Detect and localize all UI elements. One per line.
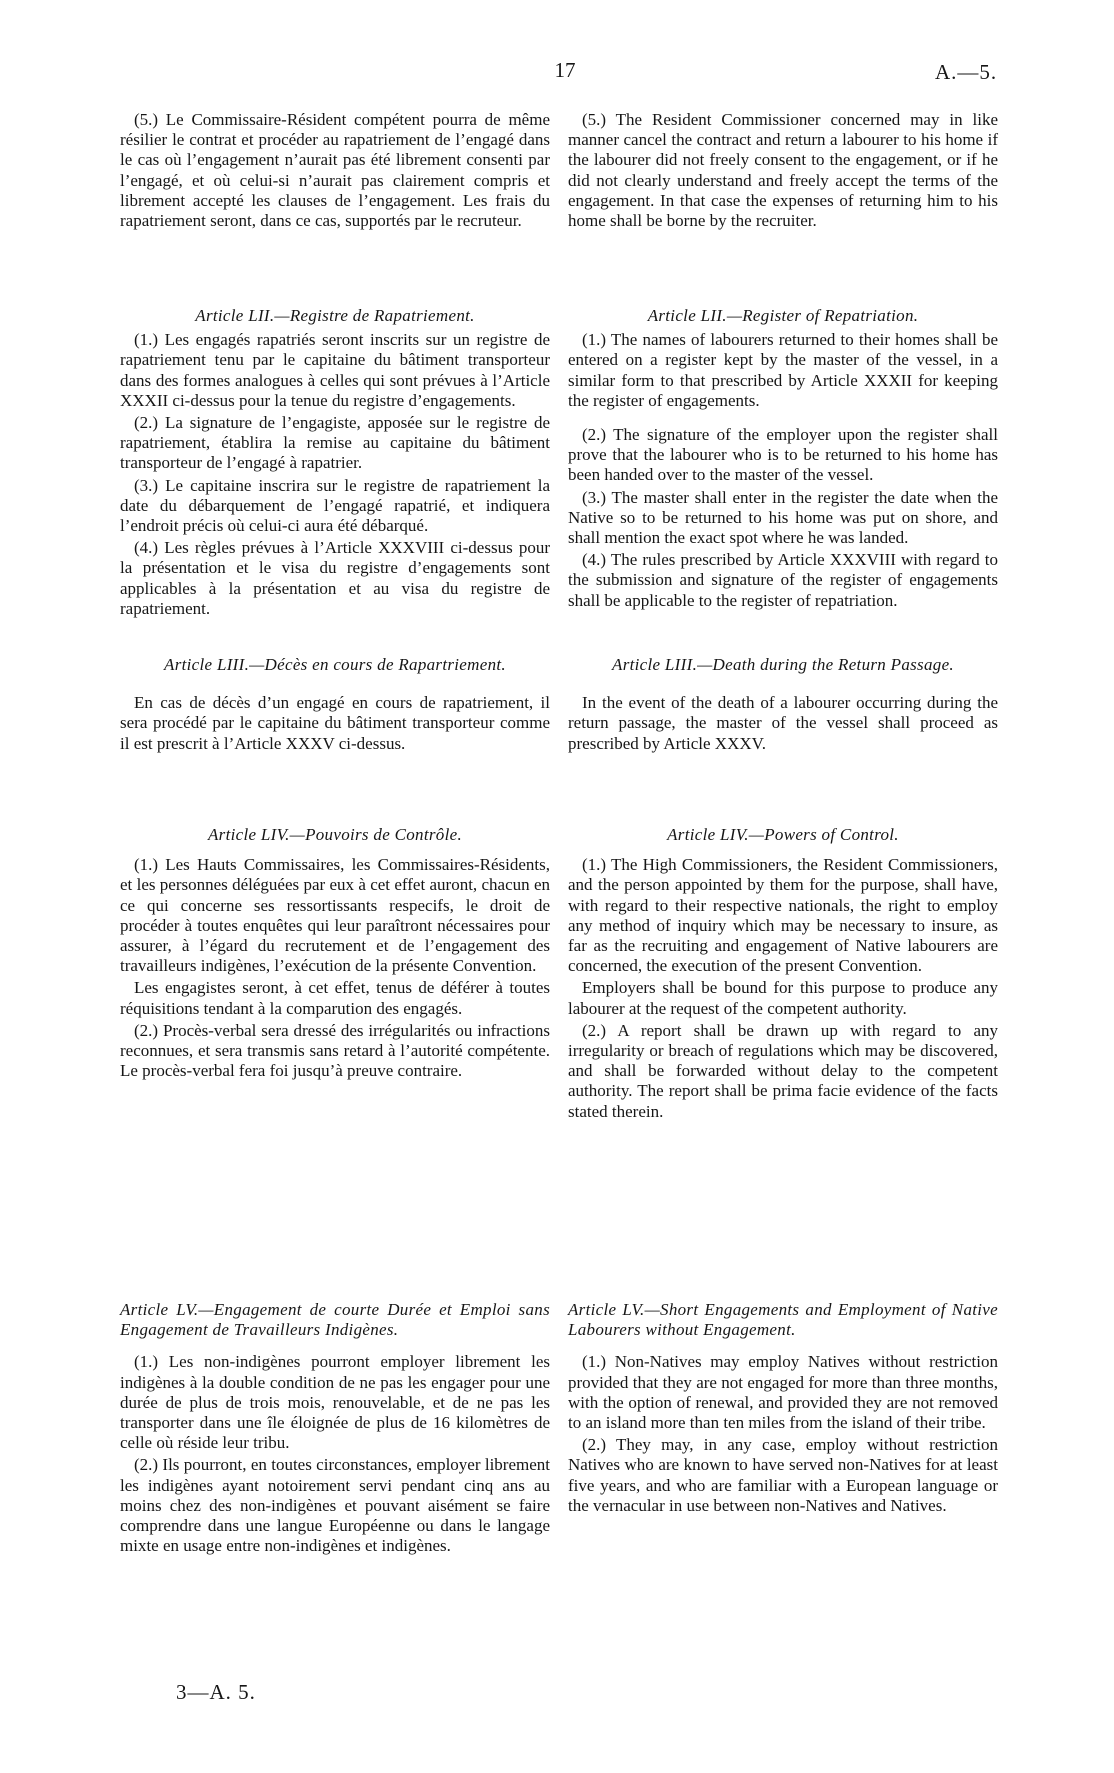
french-article-53-heading: Article LIII.—Décès en cours de Rapartriement. bbox=[164, 655, 506, 674]
french-article-54-heading: Article LIV.—Pouvoirs de Contrôle. bbox=[207, 825, 462, 844]
french-article-55-para-2: (2.) Ils pourront, en toutes circonstances, employer librement les indigènes ayant notoirement servi pendant cinq ans au moins chez des non-indigènes et pouvant aisément se faire comprendre dans une langue Européenne ou dans le langage mixte en usage entre non-indigènes et indigènes. bbox=[120, 1455, 550, 1556]
french-article-52-para-1: (1.) Les engagés rapatriés seront inscrits sur un registre de rapatriement tenu par le capitaine du bâtiment transporteur dans des formes analogues à celles qui sont prévues à l’Article XXXII ci-dessus pour la tenue du registre d’engagements. bbox=[120, 330, 550, 410]
french-article-55-heading: Article LV.—Engagement de courte Durée et Emploi sans Engagement de Travailleurs Indigènes. bbox=[120, 1300, 550, 1340]
english-article-54-para-2: (2.) A report shall be drawn up with regard to any irregularity or breach of regulations which may be discovered, and shall be forwarded without delay to the competent authority. The report shall be prima facie evidence of the facts stated therein. bbox=[568, 1020, 998, 1121]
french-article-55-para-1: (1.) Les non-indigènes pourront employer librement les indigènes à la double condition de ne pas les engager pour une durée de plus de trois mois, renouvelable, et de ne pas les transporter dans une île éloignée de plus de 16 kilomètres de celle où réside leur tribu. bbox=[120, 1352, 550, 1453]
french-article-53-para: En cas de décès d’un engagé en cours de rapatriement, il sera procédé par le capitaine du bâtiment transporteur comme il est prescrit à l’Article XXXV ci-dessus. bbox=[120, 693, 550, 753]
french-article-52-para-4: (4.) Les règles prévues à l’Article XXXVIII ci-dessus pour la présentation et le visa du registre d’engagements sont applicables à la présentation et au visa du registre de rapatriement. bbox=[120, 538, 550, 618]
english-article-52-para-3: (3.) The master shall enter in the register the date when the Native so to be returned to his home was put on shore, and shall mention the exact spot where he was landed. bbox=[568, 487, 998, 548]
french-article-54-para-1b: Les engagistes seront, à cet effet, tenus de déférer à toutes réquisitions tendant à la comparution des engagés. bbox=[120, 978, 550, 1018]
english-article-55-para-1: (1.) Non-Natives may employ Natives without restriction provided that they are not engaged for more than three months, with the option of renewal, and provided they are not removed to an island more than ten miles from the island of their tribe. bbox=[568, 1352, 998, 1433]
english-article-52-para-1: (1.) The names of labourers returned to their homes shall be entered on a register kept by the master of the vessel, in a similar form to that prescribed by Article XXXII for keeping the register of engagements. bbox=[568, 330, 998, 410]
french-article-54-para-1: (1.) Les Hauts Commissaires, les Commissaires-Résidents, et les personnes déléguées par eux à cet effet auront, chacun en ce qui concerne ses ressortissants respecifs, le droit de procéder à toutes enquêtes qui leur paraîtront nécessaires pour assurer, à l’égard du recrutement et de l’engagement des travailleurs indigènes, l’exécution de la présente Convention. bbox=[120, 855, 550, 976]
english-article-52-heading: Article LII.—Register of Repatriation. bbox=[647, 306, 919, 325]
english-article-55-para-2: (2.) They may, in any case, employ without restriction Natives who are known to have served non-Natives for at least five years, and who are familiar with a European language or the vernacular in use between non-Natives and Natives. bbox=[568, 1435, 998, 1515]
paper-reference: A.—5. bbox=[935, 60, 998, 84]
english-article-52-para-2: (2.) The signature of the employer upon the register shall prove that the labourer who is to be returned to his home has been handed over to the master of the vessel. bbox=[568, 425, 998, 485]
french-paragraph-5: (5.) Le Commissaire-Résident compétent pourra de même résilier le contrat et procéder au rapatriement de l’engagé dans le cas où l’engagement n’aurait pas été librement consenti par l’engagé, et où celui-si n’aurait pas clairement compris et librement accepté les clauses de l’engagement. Les frais du rapatriement seront, dans ce cas, supportés par le recruteur. bbox=[120, 110, 550, 231]
english-article-54-para-1: (1.) The High Commissioners, the Resident Commissioners, and the person appointed by them for the purpose, shall have, with regard to their respective nationals, the right to employ any method of inquiry which may be necessary to insure, as far as the recruiting and engagement of Native labourers are concerned, the execution of the present Convention. bbox=[568, 855, 998, 976]
french-article-54-para-2: (2.) Procès-verbal sera dressé des irrégularités ou infractions reconnues, et sera transmis sans retard à l’autorité compétente. Le procès-verbal fera foi jusqu’à preuve contraire. bbox=[120, 1020, 550, 1081]
english-paragraph-5: (5.) The Resident Commissioner concerned may in like manner cancel the contract and return a labourer to his home if the labourer did not freely consent to the engagement, or if he did not clearly understand and freely accept the terms of the engagement. In that case the expenses of returning him to his home shall be borne by the recruiter. bbox=[568, 110, 998, 231]
french-article-52-heading: Article LII.—Registre de Rapatriement. bbox=[195, 306, 475, 325]
french-article-52-para-2: (2.) La signature de l’engagiste, apposée sur le registre de rapatriement, établira la remise au capitaine du bâtiment transporteur de l’engagé à rapatrier. bbox=[120, 413, 550, 473]
english-article-53-para: In the event of the death of a labourer occurring during the return passage, the master of the vessel shall proceed as prescribed by Article XXXV. bbox=[568, 693, 998, 753]
page-number: 17 bbox=[554, 58, 576, 82]
english-article-54-heading: Article LIV.—Powers of Control. bbox=[667, 825, 899, 844]
footer-signature-ref: 3—A. 5. bbox=[176, 1680, 256, 1704]
english-article-53-heading: Article LIII.—Death during the Return Passage. bbox=[612, 655, 954, 674]
english-article-54-para-1b: Employers shall be bound for this purpose to produce any labourer at the request of the competent authority. bbox=[568, 978, 998, 1018]
english-article-52-para-4: (4.) The rules prescribed by Article XXXVIII with regard to the submission and signature of the register of engagements shall be applicable to the register of repatriation. bbox=[568, 550, 998, 610]
english-article-55-heading: Article LV.—Short Engagements and Employment of Native Labourers without Engagement. bbox=[568, 1300, 998, 1340]
french-article-52-para-3: (3.) Le capitaine inscrira sur le registre de rapatriement la date du débarquement de l’engagé rapatrié, et indiquera l’endroit précis où celui-ci aura été débarqué. bbox=[120, 475, 550, 536]
